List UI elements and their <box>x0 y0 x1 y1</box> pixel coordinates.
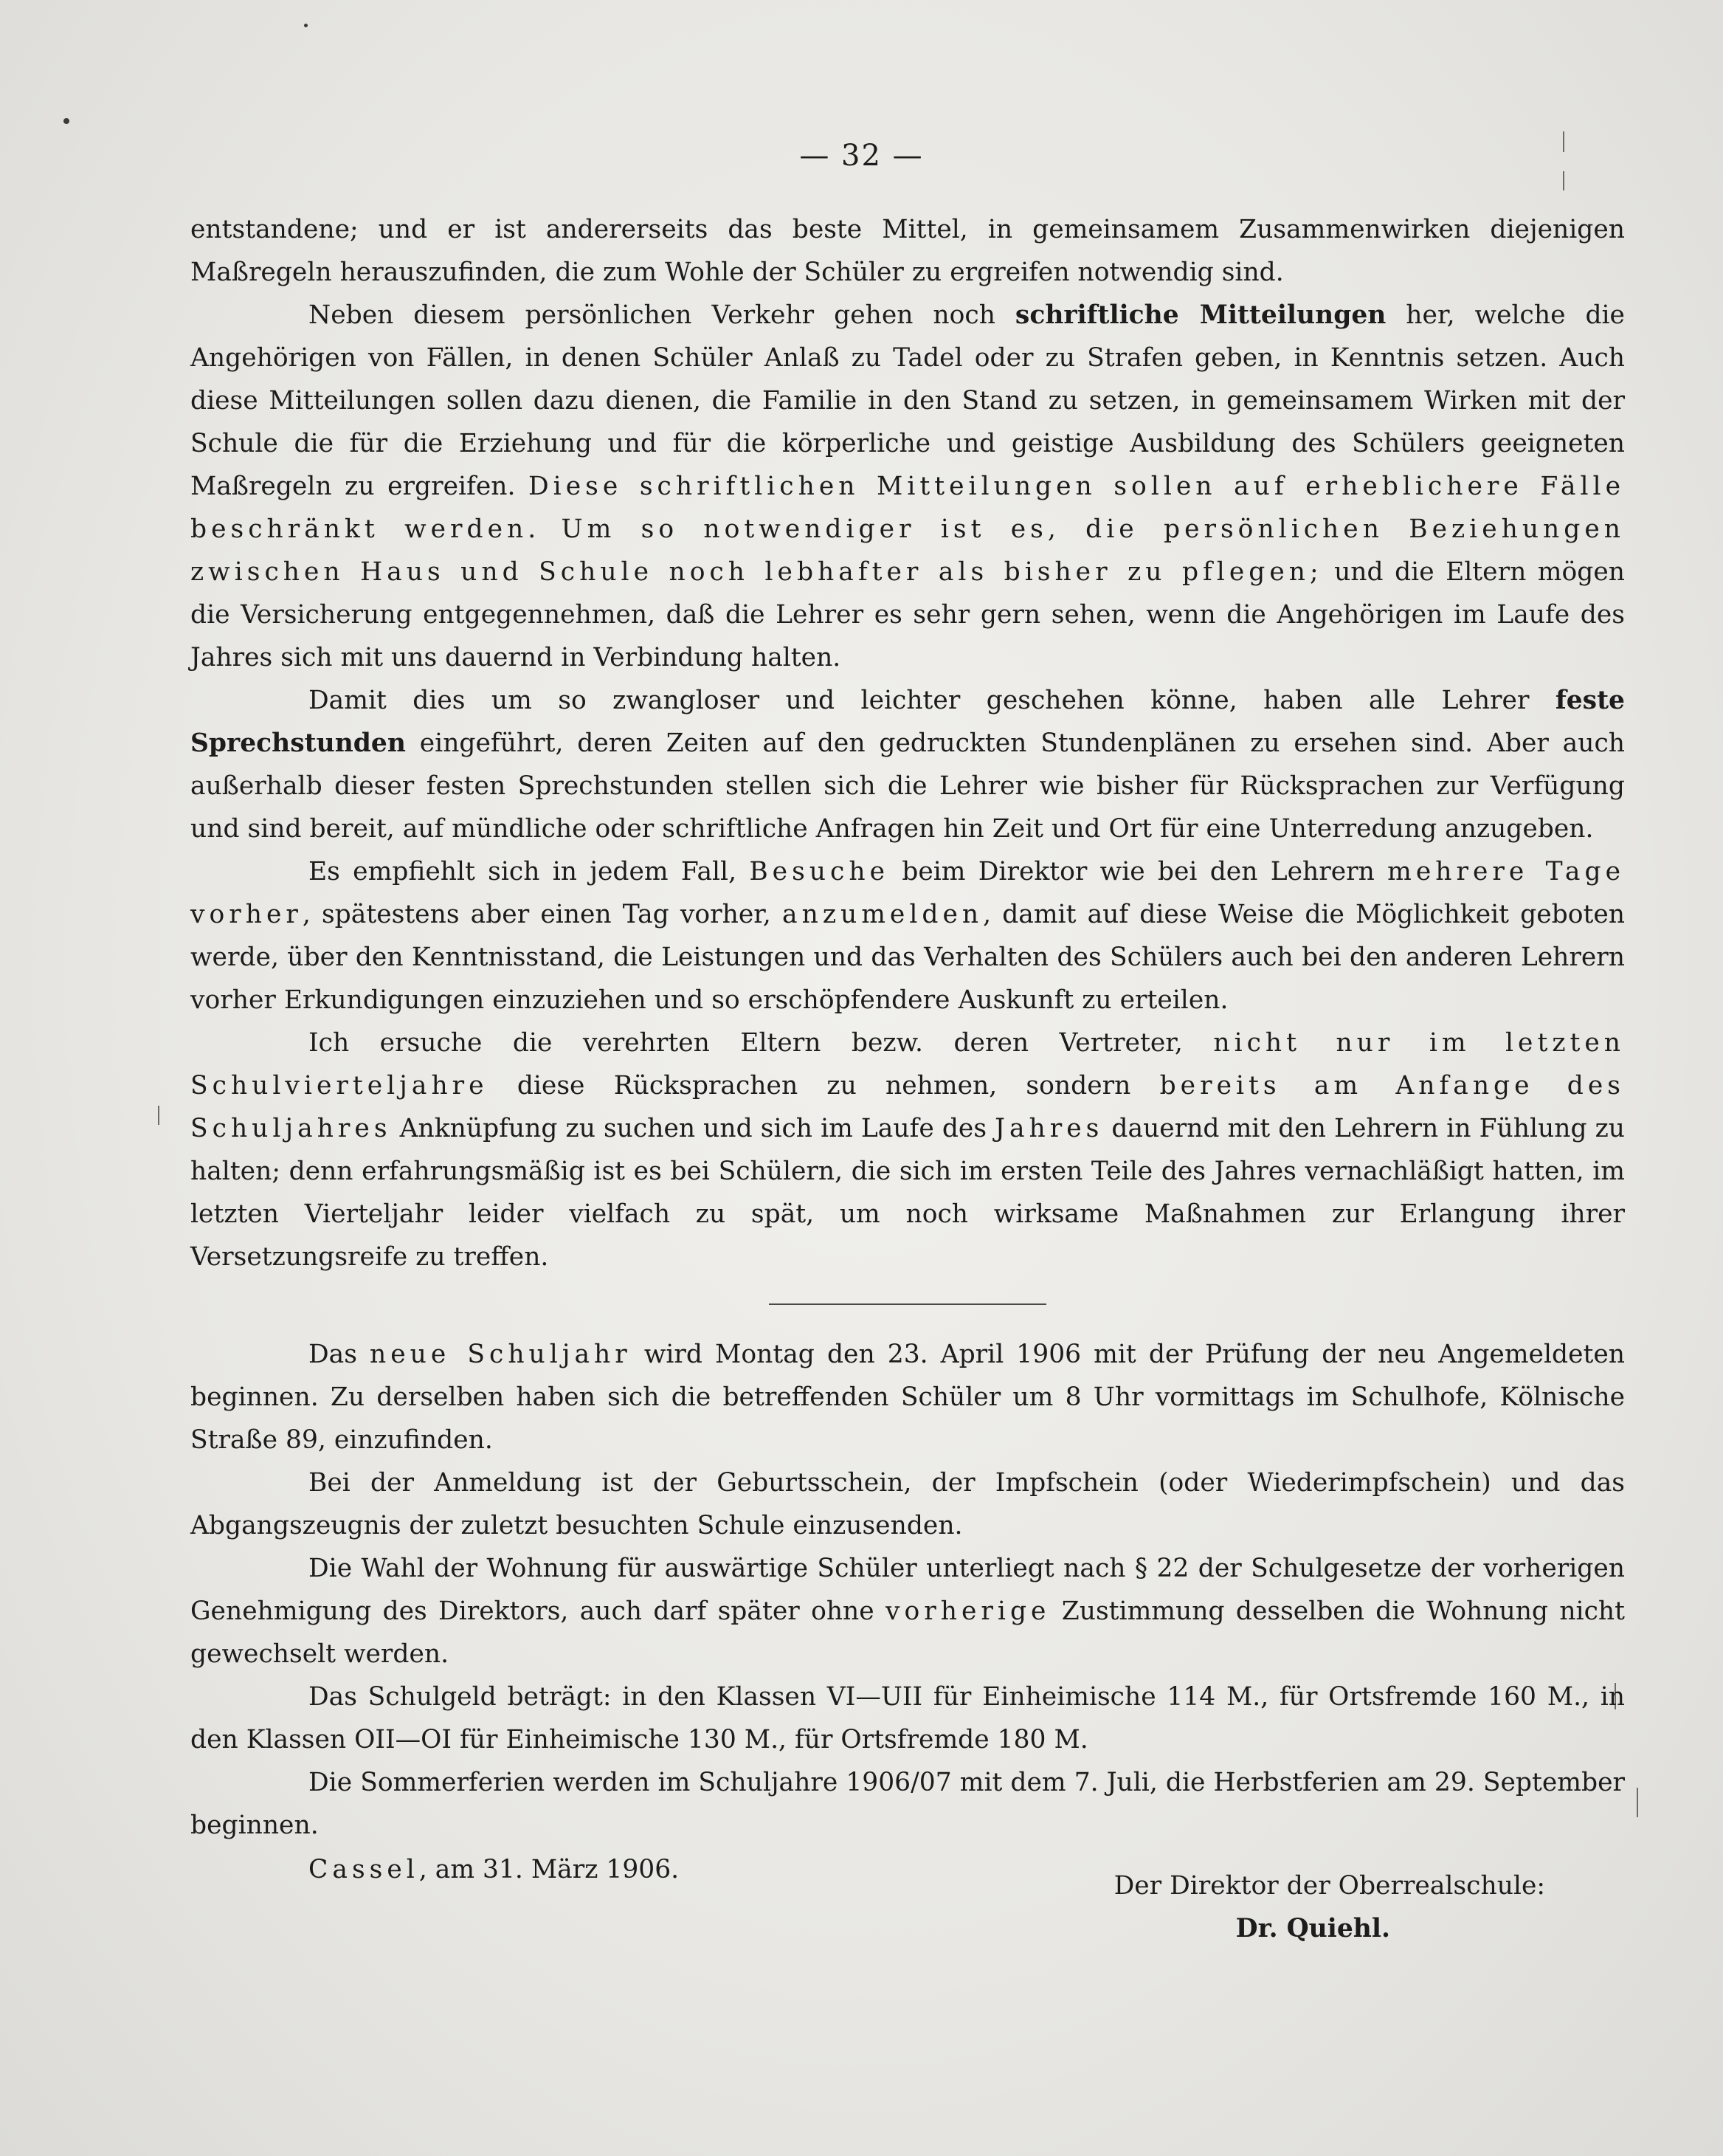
signature-name: Dr. Quiehl. <box>1235 1914 1390 1943</box>
text-run: Ich ersuche die verehrten Eltern bezw. deren Vertreter, <box>308 1028 1214 1058</box>
bold-phrase: feste Sprechstunden <box>190 686 1625 758</box>
text-run: Zustimmung desselben die Wohnung nicht gewechselt werden. <box>190 1597 1625 1669</box>
text-run: dauernd mit den Lehrern in Fühlung zu halten; denn erfahrungsmäßig ist es bei Schülern, die sich im ersten Teile des Jahres vernachläßigt hatten, im letzten Vierteljahr leider vielfach zu spät, um noch wirksame Maßnahmen zur Erlangung ihrer Versetzungsreife zu treffen. <box>190 1114 1625 1272</box>
paragraph-visits <box>190 850 1625 1022</box>
paragraph-office-hours <box>190 679 1625 850</box>
text-run: Neben diesem persönlichen Verkehr gehen noch <box>308 300 1015 330</box>
paragraph-family-cooperation <box>190 208 1625 294</box>
spaced-phrase: bereits am Anfange des Schuljahres <box>190 1071 1625 1143</box>
paragraph-school-fees <box>190 1675 1625 1761</box>
text-run: und die Eltern mögen die Versicherung entgegennehmen, daß die Lehrer es sehr gern sehen, wenn die Angehörigen im Laufe des Jahres sich mit uns dauernd in Verbindung halten. <box>190 557 1625 672</box>
paragraph-request-to-parents <box>190 1022 1625 1278</box>
section-divider <box>769 1303 1046 1305</box>
page-number: — 32 — <box>799 139 924 173</box>
text-run: diese Rücksprachen zu nehmen, sondern <box>488 1071 1160 1101</box>
text-run: beim Direktor wie bei den Lehrern <box>888 857 1388 886</box>
closing-block <box>190 1848 1625 1944</box>
text-run <box>540 514 561 544</box>
spaced-phrase: Besuche <box>749 857 889 886</box>
margin-rule-mark <box>1637 1788 1638 1817</box>
ink-speck-mark <box>304 24 308 27</box>
paragraph-written-notices <box>190 294 1625 679</box>
text-run: Das <box>308 1340 370 1369</box>
spaced-phrase: anzumelden <box>782 900 984 929</box>
text-run: entstandene; und er ist andererseits das beste Mittel, in gemeinsamem Zusammenwirken diejenigen Maßregeln herauszufinden, die zum Wohle der Schüler zu ergreifen notwendig sind. <box>190 215 1625 287</box>
paragraph-new-school-year <box>190 1333 1625 1461</box>
spaced-phrase: neue Schuljahr <box>370 1340 632 1369</box>
text-run: Damit dies um so zwangloser und leichter geschehen könne, haben alle Lehrer <box>308 686 1555 715</box>
place-date <box>308 1848 679 1891</box>
text-run: Das Schulgeld beträgt: in den Klassen VI—UII für Einheimische 114 M., für Ortsfremde 160 M., in den Klassen OII—OI für Einheimische 130 M., für Ortsfremde 180 M. <box>190 1682 1625 1754</box>
text-run: Anknüpfung zu suchen und sich im Laufe des <box>391 1114 995 1143</box>
margin-rule-mark <box>1563 171 1564 190</box>
date-text: , am 31. März 1906. <box>418 1855 680 1884</box>
spaced-phrase: vorherige <box>885 1597 1051 1626</box>
spaced-phrase: mehrere Tage vorher <box>190 857 1625 929</box>
place-name: Cassel <box>308 1855 419 1884</box>
signature-title: Der Direktor der Oberrealschule: <box>1113 1871 1545 1901</box>
text-run: , spätestens aber einen Tag vorher, <box>302 900 783 929</box>
text-run: Bei der Anmeldung ist der Geburtsschein, der Impfschein (oder Wiederimpfschein) und das Abgangszeugnis der zuletzt besuchten Schule einzusenden. <box>190 1468 1625 1540</box>
text-run: Die Wahl der Wohnung für auswärtige Schüler unterliegt nach § 22 der Schulgesetze der vorherigen Genehmigung des Direktors, auch darf später ohne <box>190 1554 1625 1626</box>
paragraph-holidays <box>190 1761 1625 1847</box>
body-text <box>190 208 1625 1944</box>
spaced-phrase: Diese schriftlichen Mitteilungen sollen auf erheblichere Fälle beschränkt werden. <box>190 472 1625 544</box>
spaced-phrase: nicht nur im letzten Schulvierteljahre <box>190 1028 1625 1101</box>
spaced-phrase: Jahres <box>995 1114 1104 1143</box>
margin-rule-mark <box>158 1106 159 1125</box>
paragraph-lodging <box>190 1547 1625 1675</box>
ink-speck-mark <box>63 118 69 124</box>
bold-phrase: schriftliche Mitteilungen <box>1015 300 1387 330</box>
spaced-phrase: Um so notwendiger ist es, die persönlichen Beziehungen zwischen Haus und Schule noch lebhafter als bisher zu pflegen; <box>190 514 1625 587</box>
text-run: eingeführt, deren Zeiten auf den gedruckten Stundenplänen zu ersehen sind. Aber auch außerhalb dieser festen Sprechstunden stellen sich die Lehrer wie bisher für Rücksprachen zur Verfügung und sind bereit, auf mündliche oder schriftliche Anfragen hin Zeit und Ort für eine Unterredung anzugeben. <box>190 729 1625 844</box>
paragraph-registration <box>190 1461 1625 1547</box>
text-run: Es empfiehlt sich in jedem Fall, <box>308 857 750 886</box>
text-run: Die Sommerferien werden im Schuljahre 1906/07 mit dem 7. Juli, die Herbstferien am 29. September beginnen. <box>190 1768 1625 1840</box>
text-run: her, welche die Angehörigen von Fällen, in denen Schüler Anlaß zu Tadel oder zu Strafen geben, in Kenntnis setzen. Auch diese Mitteilungen sollen dazu dienen, die Familie in den Stand zu setzen, in gemeinsamem Wirken mit der Schule die für die Erziehung und für die körperliche und geistige Ausbildung des Schülers geeigneten Maßregeln zu ergreifen. <box>190 300 1625 501</box>
text-run: wird Montag den 23. April 1906 mit der Prüfung der neu Angemeldeten beginnen. Zu derselben haben sich die betreffenden Schüler um 8 Uhr vormittags im Schulhofe, Kölnische Straße 89, einzufinden. <box>190 1340 1625 1455</box>
text-run: , damit auf diese Weise die Möglichkeit geboten werde, über den Kenntnisstand, die Leistungen und das Verhalten des Schülers auch bei den anderen Lehrern vorher Erkundigungen einzuziehen und so erschöpfendere Auskunft zu erteilen. <box>190 900 1625 1015</box>
